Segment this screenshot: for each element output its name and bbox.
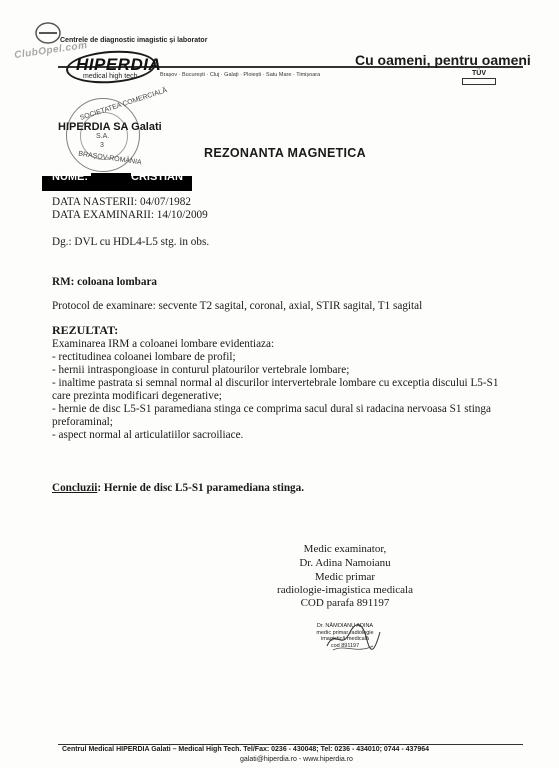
doctor-stamp-line: imagistică medicală xyxy=(321,636,369,642)
rm-label: RM: coloana lombara xyxy=(52,276,158,288)
result-line: care prezinta modificari degenerative; xyxy=(52,390,222,402)
signature-line: Medic examinator, xyxy=(303,543,387,555)
hiperdia-logo-icon xyxy=(34,21,62,45)
signature-line: radiologie-imagistica medicala xyxy=(277,584,413,596)
signature-line: COD parafa 891197 xyxy=(300,597,390,609)
result-line: Examinarea IRM a coloanei lombare evidentiaza: xyxy=(52,338,275,350)
diagnosis-line: Dg.: DVL cu HDL4-L5 stg. in obs. xyxy=(52,236,210,248)
stamp-text-top: SOCIETATEA COMERCIALĂ xyxy=(79,87,169,122)
watermark-text: ClubOpel.com xyxy=(13,39,89,62)
signature-line: Dr. Adina Namoianu xyxy=(299,557,391,569)
doctor-stamp-line: cod 891197 xyxy=(330,642,360,649)
signature-line: Medic primar xyxy=(314,571,376,583)
stamp-text-number: 3 xyxy=(100,142,104,149)
tuv-label: TÜV xyxy=(472,70,486,77)
conclusion-text: : Hernie de disc L5-S1 paramediana stinga. xyxy=(97,482,305,494)
footer-divider xyxy=(58,744,523,745)
result-line: - rectitudinea coloanei lombare de profil; xyxy=(52,351,236,363)
doctor-stamp-line: Dr. NĂMOIANU ADINA xyxy=(316,623,374,629)
footer-web: galati@hiperdia.ro - www.hiperdia.ro xyxy=(240,756,353,763)
protocol-line: Protocol de examinare: secvente T2 sagital, coronal, axial, STIR sagital, T1 sagital xyxy=(52,300,423,312)
result-line: - hernii intraspongioase in conturul platourilor vertebrale lombare; xyxy=(52,364,350,376)
tuv-cert-icon xyxy=(462,70,496,84)
conclusion-label: Concluzii xyxy=(52,482,98,494)
result-line: - inaltime pastrata si semnal normal al discurilor intervertebrale lombare cu exceptia discului L5-S1 xyxy=(52,377,499,389)
footer-contact: Centrul Medical HIPERDIA Galati – Medical High Tech. Tel/Fax: 0236 - 430048; Tel: 0236 - 434010; 0744 - 437964 xyxy=(62,746,430,753)
doctor-stamp-line: medic primar radiologie xyxy=(316,629,374,636)
name-redaction-inner xyxy=(91,173,131,183)
result-line: - aspect normal al articulatiilor sacroiliace. xyxy=(52,429,244,441)
brand-name: HIPERDIA xyxy=(76,55,162,74)
document-title: REZONANTA MAGNETICA xyxy=(204,146,366,160)
stamp-text-sa: S.A. xyxy=(96,133,110,140)
patient-name: CRISTIAN xyxy=(131,171,183,183)
result-line: preforaminal; xyxy=(52,416,113,428)
stamp-text-bottom: BRAȘOV-ROMÂNIA xyxy=(77,150,142,167)
exam-date: DATA EXAMINARII: 14/10/2009 xyxy=(52,209,208,221)
clinic-name: HIPERDIA SA Galati xyxy=(58,121,162,133)
brand-subtitle: medical high tech xyxy=(83,73,138,80)
result-line: - hernie de disc L5-S1 paramediana stinga ce comprima sacul dural si radacina nervoasa S1 stinga xyxy=(52,403,491,415)
cities-list: Brașov · București · Cluj · Galați · Ploiești · Satu Mare · Timișoara xyxy=(160,72,321,78)
name-label: NUME: xyxy=(52,171,89,183)
result-heading: REZULTAT: xyxy=(52,323,119,337)
handwritten-signature xyxy=(323,620,383,658)
birth-date: DATA NASTERII: 04/07/1982 xyxy=(52,196,191,208)
tagline: Cu oameni, pentru oameni xyxy=(355,52,531,68)
center-name: Centrele de diagnostic imagistic și laborator xyxy=(60,37,208,44)
conclusion xyxy=(52,482,304,495)
